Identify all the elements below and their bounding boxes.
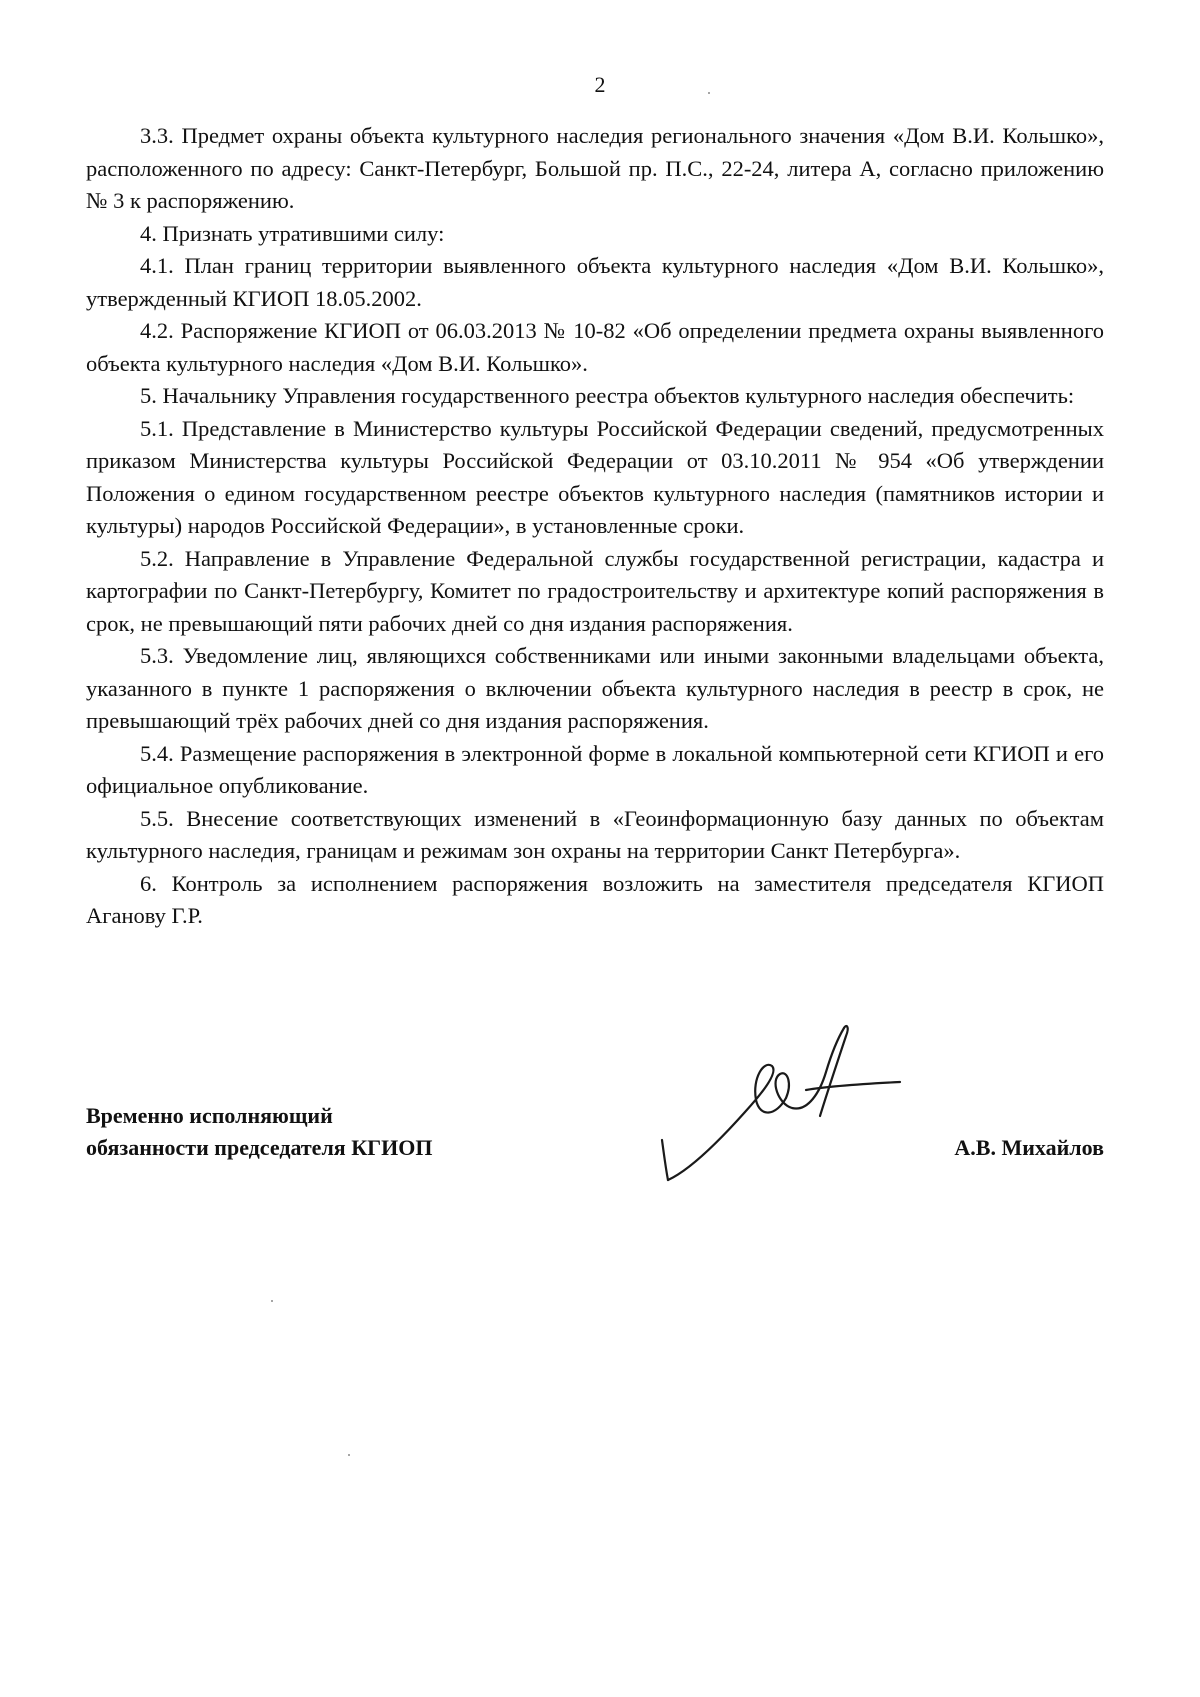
paragraph-5: 5. Начальнику Управления государственного реестра объектов культурного наследия обеспечить:: [140, 383, 1075, 408]
scan-speck: [271, 1300, 273, 1302]
signer-title-line-1: Временно исполняющий: [86, 1103, 333, 1128]
page-number: 2: [594, 72, 606, 97]
paragraph-4-2: 4.2. Распоряжение КГИОП от 06.03.2013 № 10-82 «Об определении предмета охраны выявленного объекта культурного наследия «Дом В.И. Кольшко».: [86, 318, 1104, 376]
paragraph-6: 6. Контроль за исполнением распоряжения возложить на заместителя председателя КГИОП Аганову Г.Р.: [86, 870, 1104, 928]
signer-title-line-2: обязанности председателя КГИОП: [86, 1135, 433, 1160]
scan-speck: [348, 1454, 350, 1456]
paragraph-5-5: 5.5. Внесение соответствующих изменений в «Геоинформационную базу данных по объектам культурного наследия, границам и режимам зон охраны на территории Санкт Петербурга».: [86, 805, 1104, 863]
paragraph-4-1: 4.1. План границ территории выявленного объекта культурного наследия «Дом В.И. Кольшко», утвержденный КГИОП 18.05.2002.: [86, 253, 1104, 311]
paragraph-5-1: 5.1. Представление в Министерство культуры Российской Федерации сведений, предусмотренных приказом Министерства культуры Российской Федерации от 03.10.2011 № 954 «Об утверждении Положения о едином государственном реестре объектов культурного наследия (памятников истории и культуры) народов Российской Федерации», в установленные сроки.: [86, 415, 1104, 538]
signer-name: А.В. Михайлов: [954, 1135, 1104, 1160]
scan-speck: [708, 92, 710, 94]
paragraph-3-3: 3.3. Предмет охраны объекта культурного наследия регионального значения «Дом В.И. Кольшко», расположенного по адресу: Санкт-Петербург, Большой пр. П.С., 22-24, литера А, согласно приложению № 3 к распоряжению.: [86, 123, 1104, 213]
paragraph-5-2: 5.2. Направление в Управление Федеральной службы государственной регистрации, кадастра и картографии по Санкт-Петербургу, Комитет по градостроительству и архитектуре копий распоряжения в срок, не превышающий пяти рабочих дней со дня издания распоряжения.: [86, 545, 1104, 636]
signer-title: [86, 1100, 506, 1164]
paragraph-5-4: 5.4. Размещение распоряжения в электронной форме в локальной компьютерной сети КГИОП и его официальное опубликование.: [86, 740, 1104, 798]
document-body: [86, 120, 1104, 933]
paragraph-5-3: 5.3. Уведомление лиц, являющихся собственниками или иными законными владельцами объекта, указанного в пункте 1 распоряжения о включении объекта культурного наследия в реестр в срок, не превышающий трёх рабочих дней со дня издания распоряжения.: [86, 643, 1104, 733]
paragraph-4: 4. Признать утратившими силу:: [140, 220, 445, 246]
handwritten-signature: [660, 1020, 920, 1190]
